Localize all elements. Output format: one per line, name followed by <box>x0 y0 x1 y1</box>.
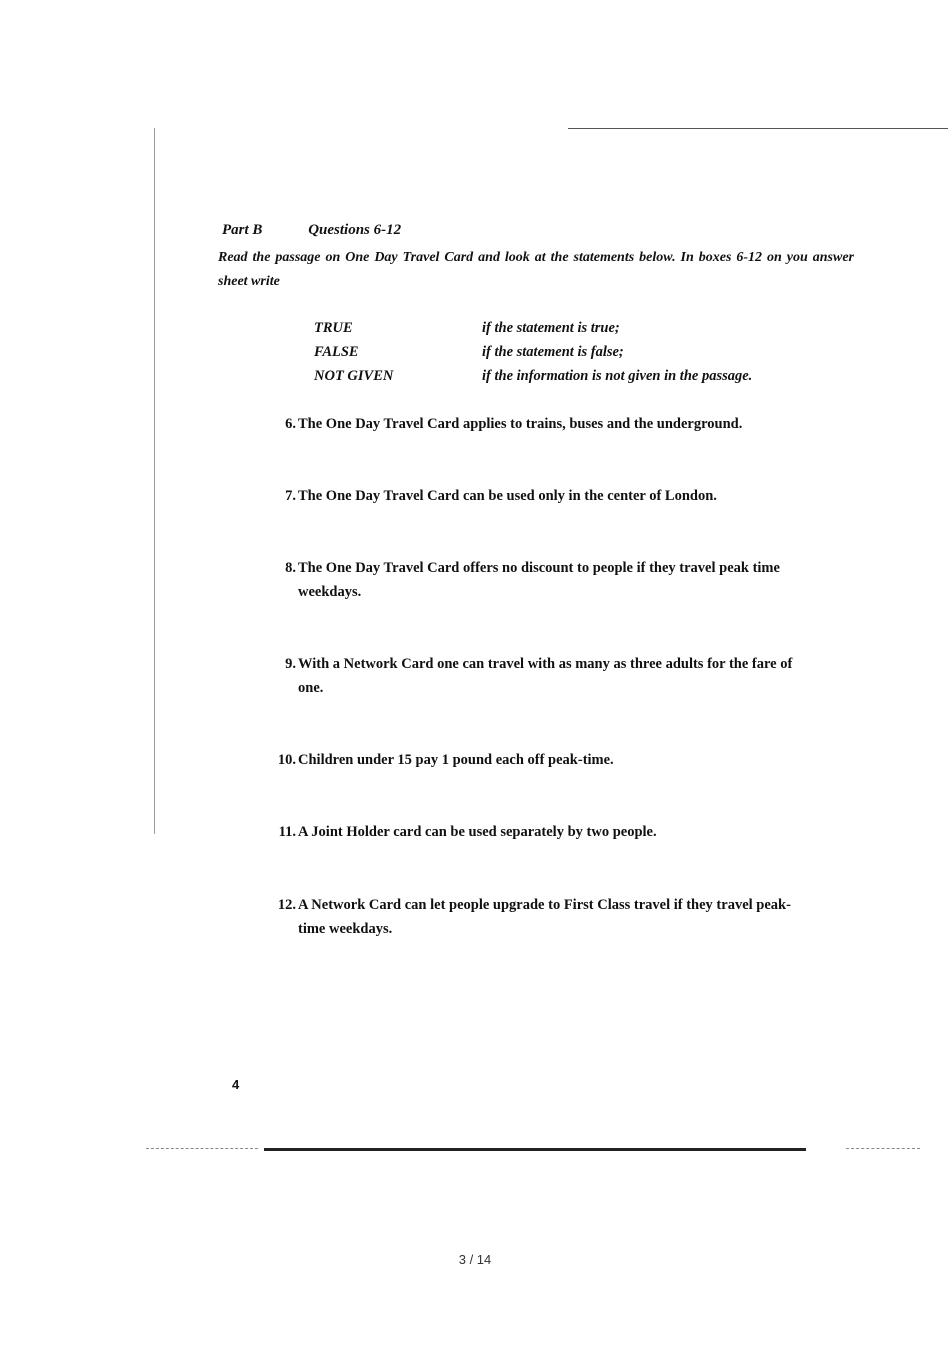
statement-12 <box>258 893 858 941</box>
definition-desc: if the information is not given in the passage. <box>482 368 753 384</box>
statement-10 <box>258 748 858 772</box>
statement-text: With a Network Card one can travel with as many as three adults for the fare of <box>298 656 793 672</box>
statement-number: 11. <box>278 824 296 840</box>
definition-not-given <box>314 364 752 388</box>
statement-8 <box>258 556 858 604</box>
statement-6 <box>258 412 858 436</box>
statement-text-continued: time weekdays. <box>298 921 393 937</box>
statement-number: 8. <box>285 560 296 576</box>
bottom-dash-right <box>846 1148 920 1150</box>
statement-text: The One Day Travel Card applies to trains, buses and the underground. <box>298 416 743 432</box>
statement-11 <box>258 820 858 844</box>
statement-text: A Network Card can let people upgrade to First Class travel if they travel peak- <box>298 897 791 913</box>
statement-number: 10. <box>277 752 296 768</box>
page-counter: 3 / 14 <box>458 1252 492 1267</box>
part-label: Part B <box>222 222 263 238</box>
bottom-dash-left <box>146 1148 258 1150</box>
definition-term: NOT GIVEN <box>314 368 394 384</box>
statement-text: Children under 15 pay 1 pound each off peak-time. <box>298 752 614 768</box>
page-number: 4 <box>232 1077 240 1092</box>
statement-text: The One Day Travel Card can be used only in the center of London. <box>298 488 717 504</box>
statement-number: 7. <box>285 488 296 504</box>
section-header <box>222 222 401 239</box>
statement-9 <box>258 652 858 700</box>
top-rule <box>568 128 948 129</box>
definition-term: FALSE <box>314 344 359 360</box>
instructions: Read the passage on One Day Travel Card and look at the statements below. In boxes 6-12 on you answer sheet write <box>218 250 854 289</box>
statement-text: The One Day Travel Card offers no discount to people if they travel peak time <box>298 560 780 576</box>
definition-term: TRUE <box>314 320 353 336</box>
definitions-list <box>314 316 752 388</box>
statement-number: 6. <box>285 416 296 432</box>
statement-text-continued: weekdays. <box>298 584 362 600</box>
statement-number: 9. <box>285 656 296 672</box>
left-margin-line <box>154 128 155 834</box>
definition-desc: if the statement is true; <box>482 320 620 336</box>
statement-number: 12. <box>277 897 296 913</box>
definition-desc: if the statement is false; <box>482 344 624 360</box>
definition-true <box>314 316 752 340</box>
questions-label: Questions 6-12 <box>308 222 402 238</box>
bottom-rule <box>264 1148 806 1151</box>
statement-text-continued: one. <box>298 680 324 696</box>
statement-text: A Joint Holder card can be used separately by two people. <box>298 824 657 840</box>
statement-7 <box>258 484 858 508</box>
definition-false <box>314 340 752 364</box>
